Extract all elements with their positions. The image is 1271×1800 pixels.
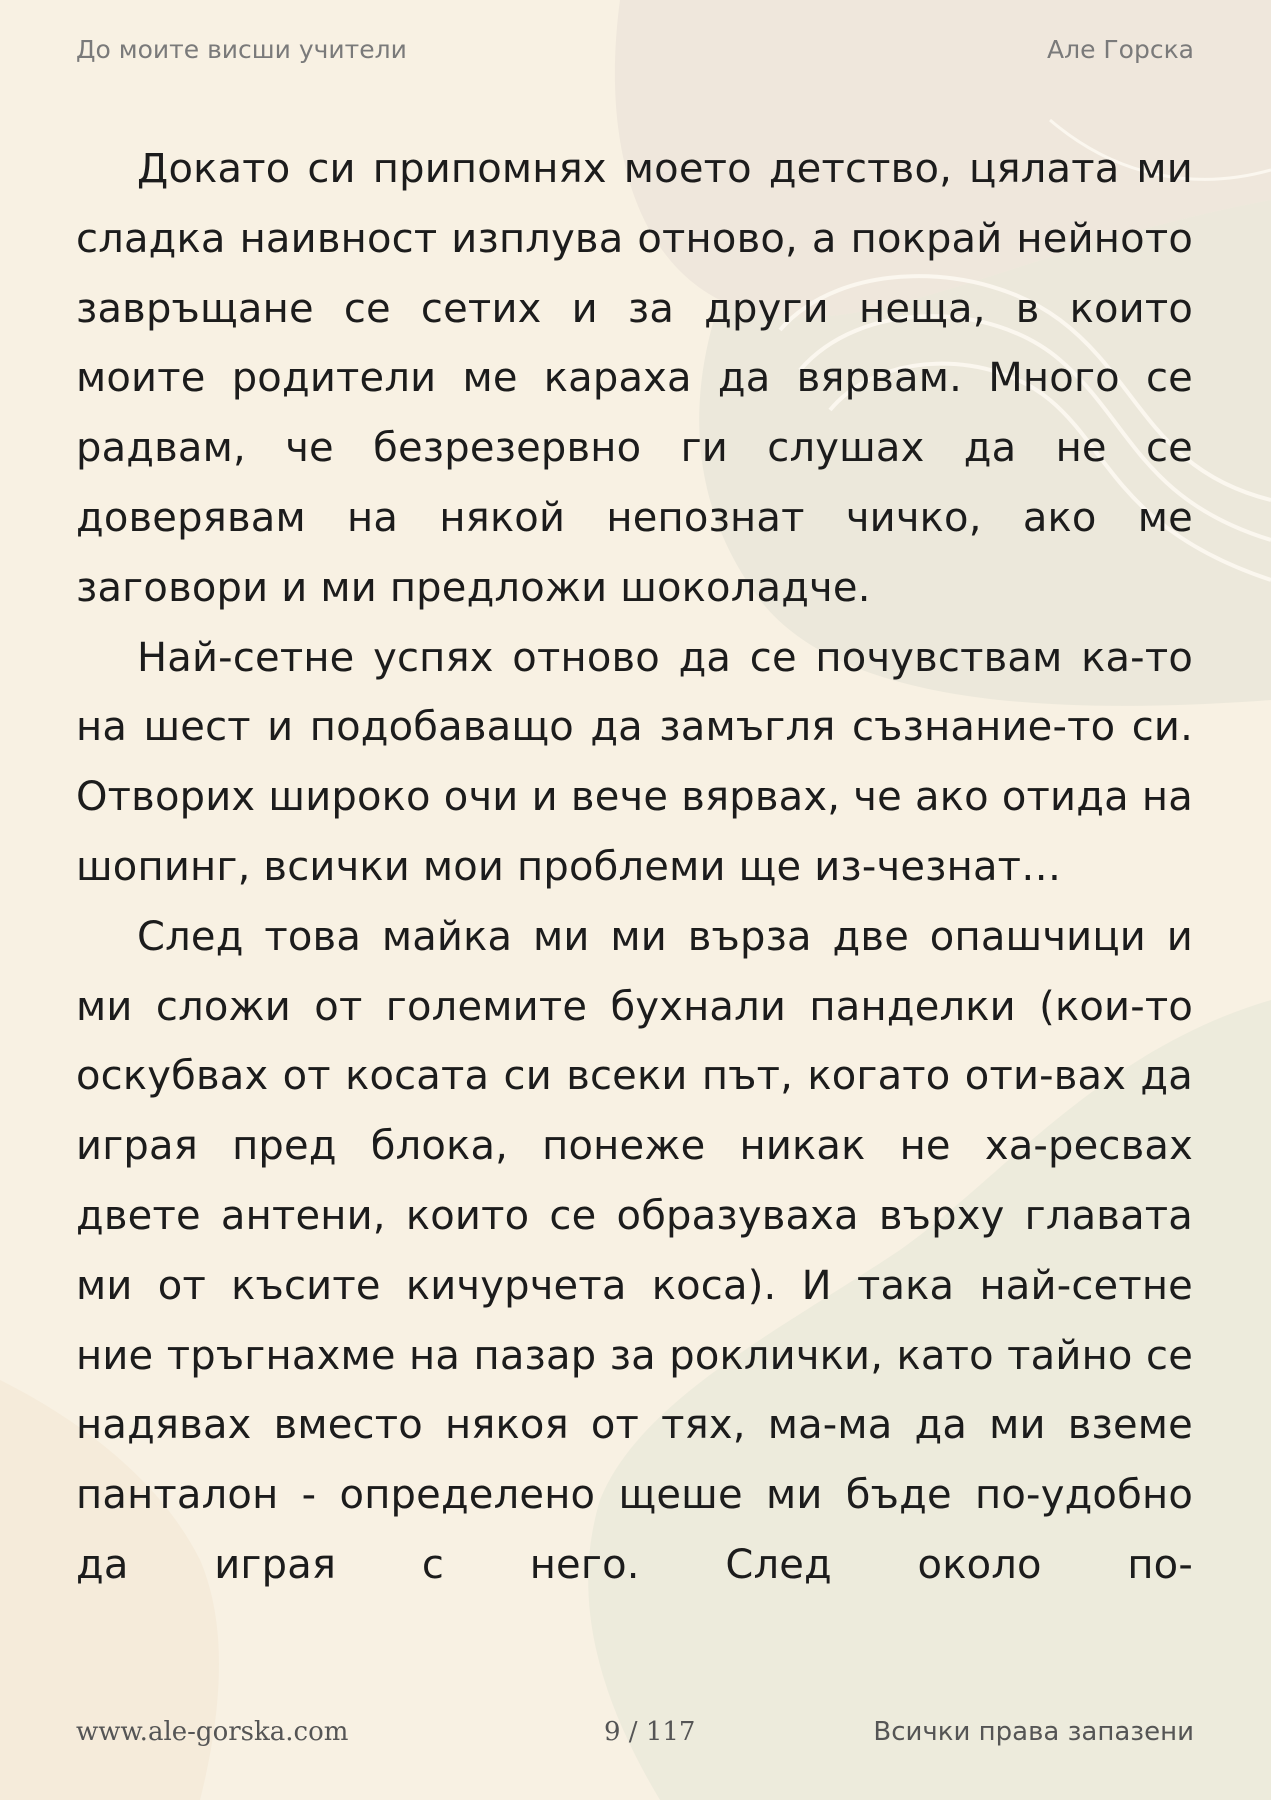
body-text <box>76 135 1193 1601</box>
running-header-author: Але Горска <box>1047 35 1194 64</box>
footer-rights: Всички права запазени <box>873 1717 1194 1747</box>
footer-website: www.ale-gorska.com <box>76 1717 349 1747</box>
paragraph: Докато си припомнях моето детство, цялата ми сладка наивност изплува отново, а покрай нейното завръщане се сетих и за други неща, в които моите родители ме караха да вярвам. Много се радвам, че безрезервно ги слушах да не се доверявам на някой непознат чичко, ако ме заговори и ми предложи шоколадче. <box>76 146 1193 611</box>
paragraph: След това майка ми ми върза две опашчици и ми сложи от големите бухнали панделки (кои-то оскубвах от косата си всеки път, когато оти-вах да играя пред блока, понеже никак не ха-ресвах двете антени, които се образуваха върху главата ми от късите кичурчета коса). И така най-сетне ние тръгнахме на пазар за роклички, като тайно се надявах вместо някоя от тях, ма-ма да ми вземе панталон - определено щеше ми бъде по-удобно да играя с него. След около по- <box>76 913 1193 1588</box>
page-number: 9 / 117 <box>604 1717 696 1747</box>
paragraph: Най-сетне успях отново да се почувствам ка-то на шест и подобаващо да замъгля съзнание-то си. Отворих широко очи и вече вярвах, че ако отида на шопинг, всички мои проблеми ще из-чезнат… <box>76 634 1193 890</box>
running-header-title: До моите висши учители <box>76 35 407 64</box>
